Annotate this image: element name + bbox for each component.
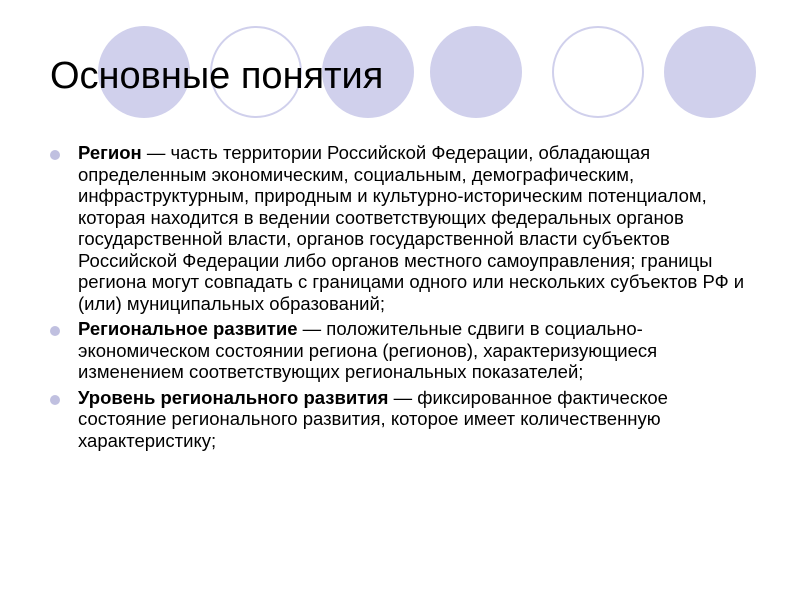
list-item-region <box>46 142 756 314</box>
bullet-icon <box>50 150 60 160</box>
decorative-circle-5 <box>552 26 644 118</box>
decorative-circle-6 <box>664 26 756 118</box>
term-regional-development: Региональное развитие <box>78 318 298 339</box>
definition-regional-development: — положительные сдвиги в социально-экономическом состоянии региона (регионов), характеризующиеся изменением соответствующих региональных показателей; <box>78 318 658 382</box>
term-region: Регион <box>78 142 142 163</box>
decorative-circle-4 <box>430 26 522 118</box>
definition-region: — часть территории Российской Федерации, обладающая определенным экономическим, социальным, демографическим, инфраструктурным, природным и культурно-историческим потенциалом, которая находится в ведении соответствующих федеральных органов государственной власти, органов государственной власти субъектов Российской Федерации либо органов местного самоуправления; границы региона могут совпадать с границами одного или нескольких субъектов РФ и (или) муниципальных образований; <box>78 142 745 314</box>
definition-development-level: — фиксированное фактическое состояние регионального развития, которое имеет количественную характеристику; <box>78 386 668 451</box>
definition-list <box>46 142 756 455</box>
bullet-icon <box>50 395 60 405</box>
list-item-development-level <box>46 387 756 452</box>
bullet-icon <box>50 326 60 336</box>
slide-title: Основные понятия <box>50 55 384 97</box>
term-development-level: Уровень регионального развития <box>78 386 389 408</box>
list-item-regional-development <box>46 318 756 383</box>
